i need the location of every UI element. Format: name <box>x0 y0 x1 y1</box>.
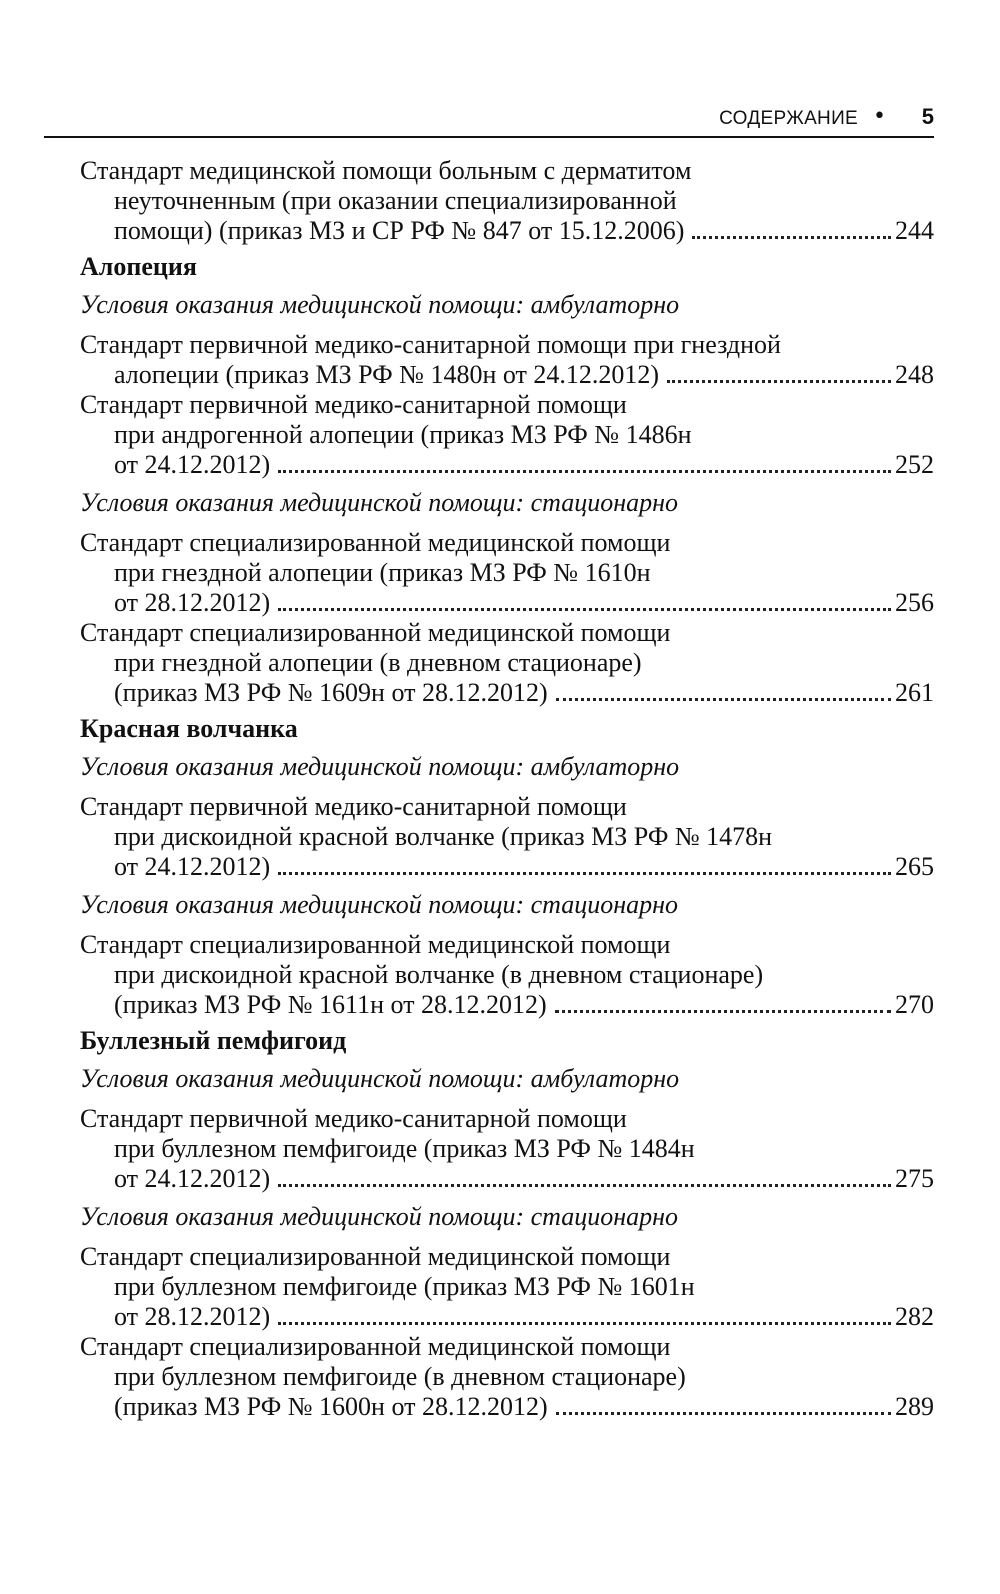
toc-page-ref: 256 <box>895 588 934 617</box>
toc-page-ref: 265 <box>895 852 934 881</box>
toc-entry-line: (приказ МЗ РФ № 1609н от 28.12.2012) <box>114 678 548 707</box>
toc-entry-last-line <box>80 450 934 480</box>
toc-entry-discoid-lupus-outpatient[interactable] <box>80 792 934 882</box>
toc-entry-line: при гнездной алопеции (приказ МЗ РФ № 1610н <box>114 558 651 587</box>
toc-entry-line: Стандарт специализированной медицинской помощи <box>80 618 671 647</box>
dot-leader <box>692 236 891 239</box>
toc-entry-alopecia-areata-day-hospital[interactable] <box>80 618 934 708</box>
running-head <box>44 104 934 138</box>
condition-heading: Условия оказания медицинской помощи: стационарно <box>80 890 679 919</box>
condition-heading: Условия оказания медицинской помощи: стационарно <box>80 488 679 517</box>
toc-page-ref: 289 <box>895 1392 934 1421</box>
toc-entry-last-line <box>80 1164 934 1194</box>
toc-entry-alopecia-areata-outpatient[interactable] <box>80 330 934 390</box>
dot-leader <box>278 872 891 875</box>
toc-entry-line: Стандарт первичной медико-санитарной помощи <box>80 390 627 419</box>
toc-entry-last-line <box>80 216 934 246</box>
toc-page-ref: 270 <box>895 990 934 1019</box>
toc-entry-line: Стандарт первичной медико-санитарной помощи <box>80 1104 627 1133</box>
toc-entry-line: при буллезном пемфигоиде (приказ МЗ РФ № 1601н <box>114 1272 695 1301</box>
toc-entry-last-line <box>80 1302 934 1332</box>
toc-entry-line: помощи) (приказ МЗ и СР РФ № 847 от 15.12.2006) <box>114 216 685 245</box>
toc-entry-line: (приказ МЗ РФ № 1600н от 28.12.2012) <box>114 1392 548 1421</box>
dot-leader <box>278 470 891 473</box>
toc-entry-line: (приказ МЗ РФ № 1611н от 28.12.2012) <box>114 990 547 1019</box>
toc-entry-line: алопеции (приказ МЗ РФ № 1480н от 24.12.2012) <box>114 360 660 389</box>
dot-leader <box>278 608 891 611</box>
page-number: 5 <box>921 104 934 129</box>
bullet-icon: • <box>873 104 886 129</box>
condition-heading: Условия оказания медицинской помощи: стационарно <box>80 1202 679 1231</box>
toc-entry-alopecia-areata-inpatient[interactable] <box>80 528 934 618</box>
toc-entry-line: при дискоидной красной волчанке (в дневном стационаре) <box>114 960 764 989</box>
running-head-title: СОДЕРЖАНИЕ <box>719 108 858 129</box>
dot-leader <box>556 698 891 701</box>
section-heading-lupus: Красная волчанка <box>80 714 298 743</box>
toc-entry-pemphigoid-day-hospital[interactable] <box>80 1332 934 1422</box>
condition-heading: Условия оказания медицинской помощи: амбулаторно <box>80 1064 680 1093</box>
toc-entry-pemphigoid-outpatient[interactable] <box>80 1104 934 1194</box>
toc-entry-line: неуточненным (при оказании специализированной <box>114 186 677 215</box>
toc-entry-last-line <box>80 1392 934 1422</box>
toc-entry-line: при буллезном пемфигоиде (в дневном стационаре) <box>114 1362 686 1391</box>
toc-entry-last-line <box>80 678 934 708</box>
condition-heading: Условия оказания медицинской помощи: амбулаторно <box>80 752 680 781</box>
toc-entry-last-line <box>80 360 934 390</box>
toc-entry-line: Стандарт специализированной медицинской помощи <box>80 1332 671 1361</box>
toc-entry-pemphigoid-inpatient[interactable] <box>80 1242 934 1332</box>
toc-entry-line: Стандарт специализированной медицинской помощи <box>80 930 671 959</box>
toc-entry-androgenic-alopecia[interactable] <box>80 390 934 480</box>
toc-entry-line: от 24.12.2012) <box>114 450 271 479</box>
toc-entry-line: Стандарт специализированной медицинской помощи <box>80 528 671 557</box>
dot-leader <box>556 1412 891 1415</box>
toc-page-ref: 252 <box>895 450 934 479</box>
toc-entry-line: от 24.12.2012) <box>114 852 271 881</box>
toc-entry-line: от 28.12.2012) <box>114 588 271 617</box>
toc-page-ref: 248 <box>895 360 934 389</box>
toc-entry-line: при дискоидной красной волчанке (приказ МЗ РФ № 1478н <box>114 822 773 851</box>
toc-entry-line: Стандарт специализированной медицинской помощи <box>80 1242 671 1271</box>
section-heading-pemphigoid: Буллезный пемфигоид <box>80 1026 347 1055</box>
toc-entry-line: Стандарт первичной медико-санитарной помощи <box>80 792 627 821</box>
toc-entry-discoid-lupus-day-hospital[interactable] <box>80 930 934 1020</box>
toc-entry-last-line <box>80 852 934 882</box>
toc-entry-line: от 24.12.2012) <box>114 1164 271 1193</box>
table-of-contents <box>80 156 934 1422</box>
dot-leader <box>278 1184 891 1187</box>
toc-page-ref: 275 <box>895 1164 934 1193</box>
toc-entry-last-line <box>80 588 934 618</box>
toc-entry-line: при буллезном пемфигоиде (приказ МЗ РФ № 1484н <box>114 1134 695 1163</box>
condition-heading: Условия оказания медицинской помощи: амбулаторно <box>80 290 680 319</box>
dot-leader <box>555 1010 891 1013</box>
dot-leader <box>667 380 891 383</box>
toc-entry-line: Стандарт первичной медико-санитарной помощи при гнездной <box>80 330 781 359</box>
dot-leader <box>278 1322 891 1325</box>
toc-entry-line: от 28.12.2012) <box>114 1302 271 1331</box>
toc-entry-line: Стандарт медицинской помощи больным с дерматитом <box>80 156 692 185</box>
toc-entry-line: при андрогенной алопеции (приказ МЗ РФ № 1486н <box>114 420 692 449</box>
toc-entry-line: при гнездной алопеции (в дневном стационаре) <box>114 648 642 677</box>
section-heading-alopecia: Алопеция <box>80 252 197 281</box>
toc-entry-last-line <box>80 990 934 1020</box>
toc-page-ref: 282 <box>895 1302 934 1331</box>
toc-page-ref: 244 <box>895 216 934 245</box>
toc-page-ref: 261 <box>895 678 934 707</box>
toc-entry-dermatitis[interactable] <box>80 156 934 246</box>
